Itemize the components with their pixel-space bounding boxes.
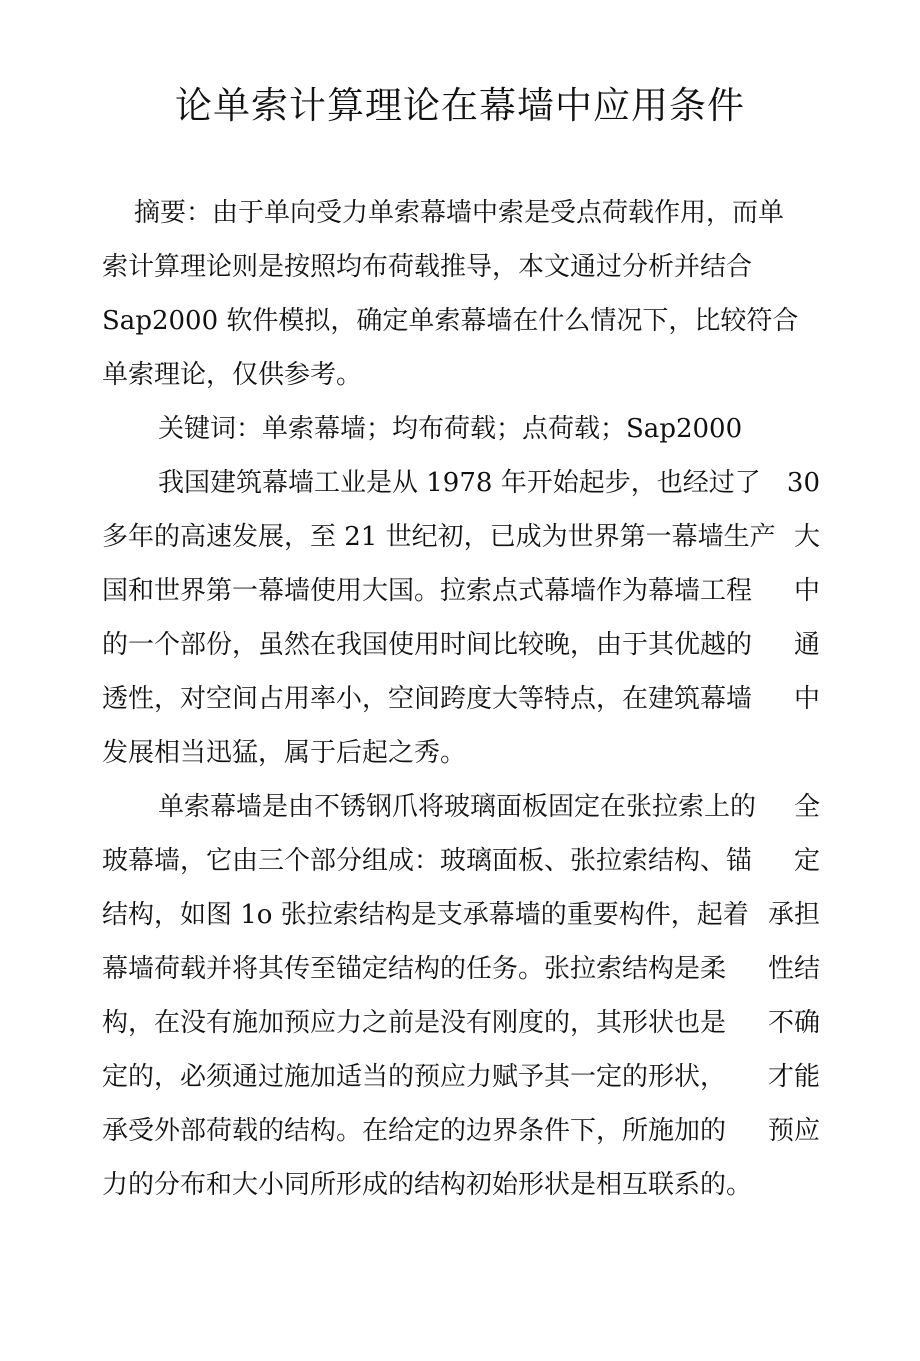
abstract-line: 摘要：由于单向受力单索幕墙中索是受点荷载作用，而单 — [134, 198, 785, 228]
paragraph-1-line-end: 通 — [793, 630, 820, 660]
paragraph-2-line-end: 性结 — [767, 954, 820, 984]
paragraph-2-line: 力的分布和大小同所形成的结构初始形状是相互联系 — [102, 1170, 701, 1200]
paragraph-2-line: 构，在没有施加预应力之前是没有刚度的，其形状也是 — [102, 1008, 727, 1038]
abstract-line: 单索理论，仅供参考。 — [102, 360, 363, 390]
paragraph-1-line-end: 大 — [793, 522, 820, 552]
paragraph-1-line: 发展相当迅猛，属于后起之秀。 — [102, 738, 467, 768]
paragraph-2-line: 玻幕墙，它由三个部分组成：玻璃面板、张拉索结构、锚 — [102, 846, 753, 876]
paragraph-2-line: 幕墙荷载并将其传至锚定结构的任务。张拉索结构是柔 — [102, 954, 727, 984]
paragraph-1-line: 我国建筑幕墙工业是从 1978 年开始起步，也经过了 — [158, 468, 761, 498]
paragraph-2-line-end: 的。 — [700, 1170, 753, 1200]
document-title: 论单索计算理论在幕墙中应用条件 — [175, 84, 745, 127]
paragraph-2-line-end: 全 — [793, 792, 820, 822]
abstract-line: Sap2000 软件模拟，确定单索幕墙在什么情况下，比较符合 — [102, 306, 799, 336]
paragraph-2-line-end: 承担 — [767, 900, 820, 930]
paragraph-1-line-end: 中 — [793, 684, 820, 714]
paragraph-2-line-end: 才能 — [767, 1062, 820, 1092]
keywords-line: 关键词：单索幕墙；均布荷载；点荷载；Sap2000 — [158, 414, 743, 444]
paragraph-2-line: 承受外部荷载的结构。在给定的边界条件下，所施加的 — [102, 1116, 727, 1146]
paragraph-1-line-end: 30 — [786, 468, 820, 498]
paragraph-2-line: 单索幕墙是由不锈钢爪将玻璃面板固定在张拉索上的 — [158, 792, 757, 822]
paragraph-1-line: 国和世界第一幕墙使用大国。拉索点式幕墙作为幕墙工程 — [102, 576, 753, 606]
paragraph-1-line: 多年的高速发展，至 21 世纪初，已成为世界第一幕墙生产 — [102, 522, 776, 552]
abstract-line: 索计算理论则是按照均布荷载推导，本文通过分析并结合 — [102, 252, 753, 282]
paragraph-2-line-end: 不确 — [767, 1008, 820, 1038]
paragraph-1-line: 的一个部份，虽然在我国使用时间比较晚，由于其优越的 — [102, 630, 753, 660]
paragraph-2-line: 定的，必须通过施加适当的预应力赋予其一定的形状， — [102, 1062, 727, 1092]
paragraph-2-line-end: 预应 — [767, 1116, 820, 1146]
paragraph-1-line: 透性，对空间占用率小，空间跨度大等特点，在建筑幕墙 — [102, 684, 753, 714]
paragraph-2-line-end: 定 — [793, 846, 820, 876]
paragraph-1-line-end: 中 — [793, 576, 820, 606]
paragraph-2-line: 结构，如图 1o 张拉索结构是支承幕墙的重要构件，起着 — [102, 900, 749, 930]
